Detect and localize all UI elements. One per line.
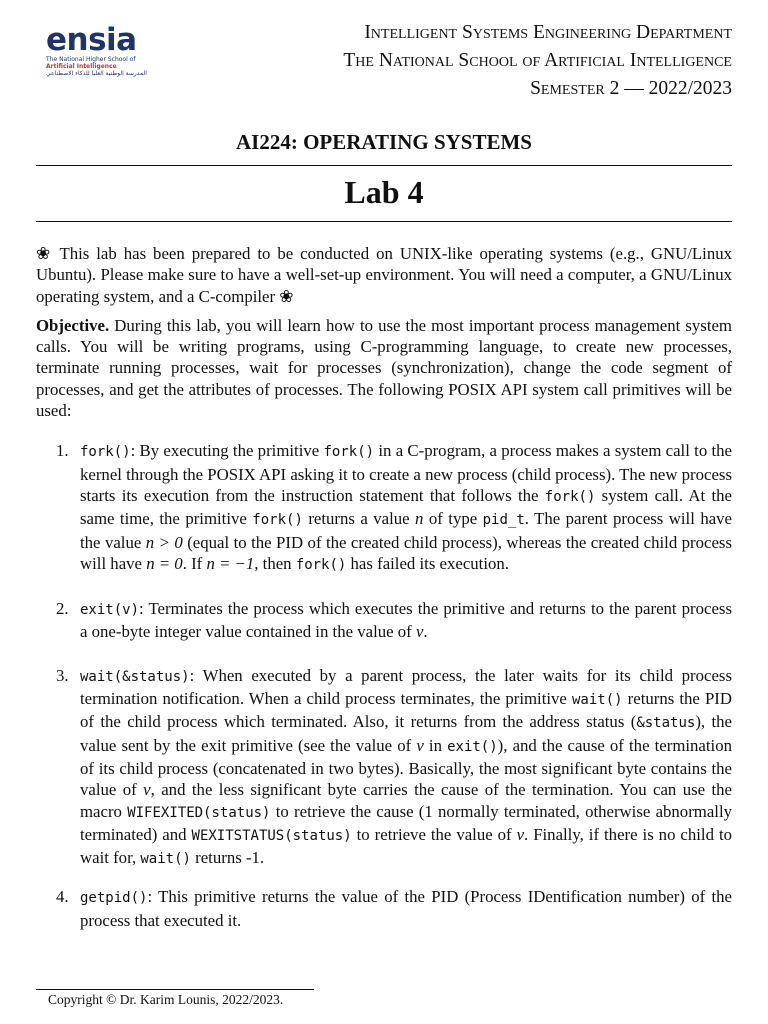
logo-subtitle-2: Artificial Intelligence xyxy=(46,63,117,70)
semester-line: Semester 2 — 2022/2023 xyxy=(530,78,732,99)
list-item-fork: 1. fork(): By executing the primitive fork() in a C-program, a process makes a system call to the kernel through the POSIX API asking it to create a new process (child process). The new process starts its execution from the instruction statement that follows the fork() system call. At the same time, the primitive fork() returns a value n of type pid_t. The parent process will have the value n > 0 (equal to the PID of the created child process), whereas the created child process will have n = 0. If n = −1, then fork() has failed its execution. xyxy=(56,441,733,573)
logo-subtitle-1: The National Higher School of xyxy=(46,56,136,63)
title-rule-bottom xyxy=(36,221,732,222)
list-item-wait: 3. wait(&status): When executed by a parent process, the later waits for its child process termination notification. When a child process terminates, the primitive wait() returns the PID of the child process which terminated. Also, it returns from the address status (&status), the value sent by the exit primitive (see the value of v in exit()), and the cause of the termination of its child process (concatenated in two bytes). Basically, the most significant byte contains the value of v, and the less significant byte carries the cause of the termination. You can use the macro WIFEXITED(status) to retrieve the cause (1 normally terminated, otherwise abnormally terminated) and WEXITSTATUS(status) to retrieve the value of v. Finally, if there is no child to wait for, wait() returns -1. xyxy=(56,665,733,868)
objective-label: Objective. xyxy=(36,315,110,335)
list-item-getpid: 4. getpid(): This primitive returns the value of the PID (Process IDentification number) of the process that executed it. xyxy=(56,887,732,930)
logo-wordmark: ensia xyxy=(46,22,137,58)
list-item-exit: 2. exit(v): Terminates the process which executes the primitive and returns to the parent process a one-byte integer value contained in the value of v. xyxy=(56,599,732,642)
ensia-logo xyxy=(46,22,147,84)
title-rule-top xyxy=(36,165,732,166)
document-header xyxy=(343,19,732,103)
copyright-footer: Copyright © Dr. Karim Lounis, 2022/2023. xyxy=(48,992,284,1007)
primitives-list xyxy=(36,440,732,931)
school-line: The National School of Artificial Intelligence xyxy=(343,50,732,71)
footnote-rule xyxy=(36,989,314,990)
objective-paragraph xyxy=(36,315,732,421)
department-line: Intelligent Systems Engineering Department xyxy=(364,22,732,43)
lab-title: Lab 4 xyxy=(344,174,424,210)
document-body xyxy=(36,243,732,947)
intro-paragraph: ❀ This lab has been prepared to be conducted on UNIX-like operating systems (e.g., GNU/Linux Ubuntu). Please make sure to have a well-set-up environment. You will need a computer, a GNU/Linux operating system, and a C-compiler ❀ xyxy=(36,244,732,306)
logo-subtitle-3: المدرسة الوطنية العليا للذكاء الاصطناعي xyxy=(46,70,147,77)
course-title: AI224: OPERATING SYSTEMS xyxy=(236,130,532,154)
objective-text: During this lab, you will learn how to use the most important process management system calls. You will be writing programs, using C-programming language, to create new processes, terminate running processes, wait for processes (synchronization), change the code segment of processes, and get the attributes of processes. The following POSIX API system call primitives will be used: xyxy=(36,315,732,421)
